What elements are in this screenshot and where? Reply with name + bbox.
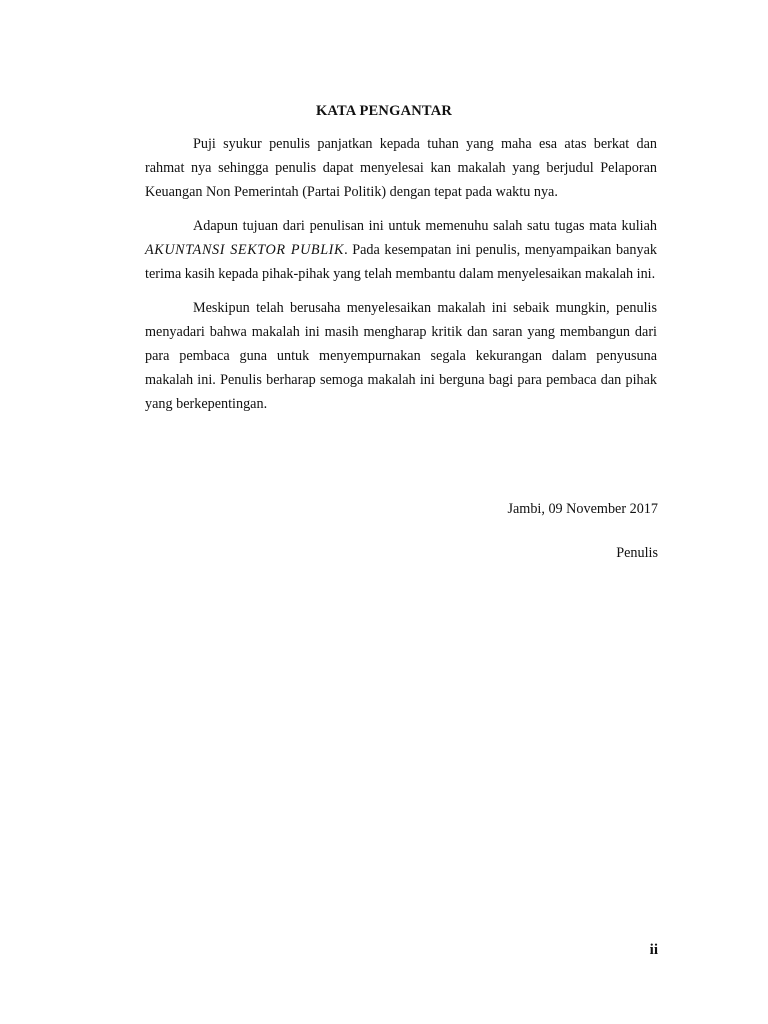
course-name-emphasis: AKUNTANSI SEKTOR PUBLIK	[145, 242, 345, 258]
paragraph-3: Meskipun telah berusaha menyelesaikan makalah ini sebaik mungkin, penulis menyadari bahwa makalah ini masih mengharap kritik dan saran yang membangun dari para pembaca guna untuk menyempurnakan segala kekurangan dalam penyusuna makalah ini. Penulis berharap semoga makalah ini berguna bagi para pembaca dan pihak yang berkepentingan.	[145, 300, 657, 412]
paragraph-2-text-before: Adapun tujuan dari penulisan ini untuk memenuhu salah satu tugas mata kuliah	[193, 218, 657, 234]
document-title: KATA PENGANTAR	[315, 103, 453, 119]
paragraph-1: Puji syukur penulis panjatkan kepada tuhan yang maha esa atas berkat dan rahmat nya sehingga penulis dapat menyelesai kan makalah yang berjudul Pelaporan Keuangan Non Pemerintah (Partai Politik) dengan tepat pada waktu nya.	[145, 136, 657, 200]
paragraph-2	[145, 214, 657, 286]
paragraph-2-text-after: . Pada kesempatan ini penulis, menyampaikan banyak terima kasih kepada pihak-pihak yang telah membantu dalam menyelesaikan makalah ini.	[145, 242, 657, 282]
signer: Penulis	[616, 545, 658, 561]
page-number: ii	[649, 942, 658, 958]
place-date: Jambi, 09 November 2017	[507, 501, 658, 517]
document-body	[145, 132, 657, 426]
